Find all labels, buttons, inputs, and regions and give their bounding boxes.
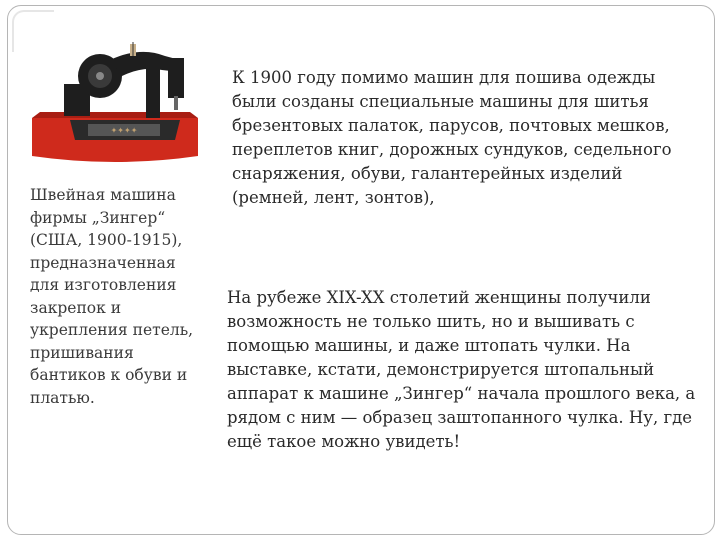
slide	[7, 5, 715, 535]
paragraph-1: К 1900 году помимо машин для пошива одежды были созданы специальные машины для шитья брезентовых палаток, парусов, почтовых мешков, переплетов книг, дорожных сундуков, седельного снаряжения, обуви, галантерейных изделий (ремней, лент, зонтов),	[232, 68, 672, 207]
photo-caption: Швейная машина фирмы „Зингер“ (США, 1900-1915), предназначенная для изготовления закрепок и укрепления петель, пришивания бантиков к обуви и платью.	[30, 186, 194, 407]
sewing-machine-illustration	[30, 38, 200, 168]
svg-text:✦✦✦✦: ✦✦✦✦	[110, 126, 138, 135]
paragraph-2: На рубеже XIX-XX столетий женщины получили возможность не только шить, но и вышивать с помощью машины, и даже штопать чулки. На выставке, кстати, демонстрируется штопальный аппарат к машине „Зингер“ начала прошлого века, а рядом с ним — образец заштопанного чулка. Ну, где ещё такое можно увидеть!	[227, 288, 696, 451]
sewing-machine-photo	[30, 38, 200, 168]
